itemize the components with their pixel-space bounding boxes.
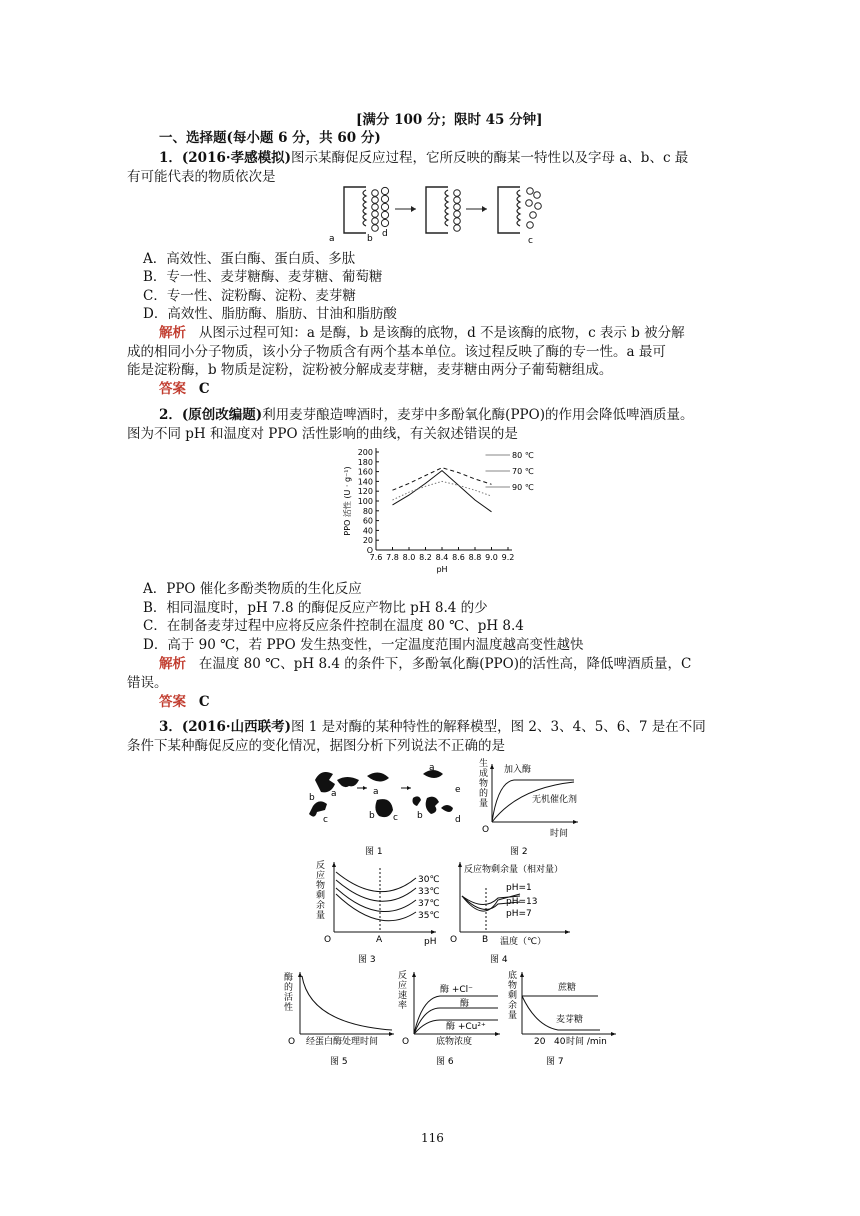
q2-answer xyxy=(159,693,210,711)
q1-answer xyxy=(159,380,210,398)
fig3-ylabel-4: 剩 xyxy=(316,891,326,901)
fig7-xtick-20: 20 xyxy=(534,1037,546,1047)
x-axis-label: pH xyxy=(436,565,448,574)
y-tick-label: 200 xyxy=(357,448,373,457)
q2-analysis-line1 xyxy=(159,655,691,673)
fig3-ylabel-2: 应 xyxy=(316,871,326,881)
fig7-ylabel-1: 底 xyxy=(508,971,518,981)
fig1-label-a3: a xyxy=(429,763,435,773)
fig7-ylabel-3: 剩 xyxy=(508,991,518,1001)
series-line xyxy=(393,471,492,512)
fig3-caption: 图 3 xyxy=(358,955,376,965)
fig1-label-a2: a xyxy=(373,787,379,797)
fig6-curve-enzyme: 酶 xyxy=(460,999,470,1009)
q1-analysis-line2: 成的相同小分子物质，该小分子物质含有两个基本单位。该过程反映了酶的专一性。a 最可 xyxy=(127,344,666,360)
q1-source: (2016·孝感模拟) xyxy=(181,150,291,166)
q3-figure-4 xyxy=(450,858,594,966)
fig3-curve-30: 30℃ xyxy=(418,875,440,885)
y-tick-label: O xyxy=(366,546,373,555)
fig3-xtick-a: A xyxy=(376,935,383,945)
fig2-ylabel-3: 物 xyxy=(479,779,489,789)
fig1-label-c1: c xyxy=(323,815,328,825)
q1-analysis-label: 解析 xyxy=(159,325,186,341)
q3-figure-6 xyxy=(396,968,512,1072)
y-axis-label: PPO 活性 (U · g⁻¹) xyxy=(343,466,352,536)
q2-source: (原创改编题) xyxy=(181,407,263,423)
fig2-ylabel-2: 成 xyxy=(479,769,489,779)
q2-analysis-line2: 错误。 xyxy=(127,675,168,691)
fig5-caption: 图 5 xyxy=(330,1057,348,1067)
legend-label: 80 ℃ xyxy=(512,451,534,460)
q3-figure-2 xyxy=(478,758,588,858)
fig1-label-c2: c xyxy=(393,813,398,823)
y-tick-label: 40 xyxy=(362,526,373,536)
y-tick-label: 180 xyxy=(357,457,373,467)
fig7-caption: 图 7 xyxy=(546,1057,564,1067)
fig1-label-b1: b xyxy=(309,793,315,803)
q3-text: 图 1 是对酶的某种特性的解释模型，图 2、3、4、5、6、7 是在不同 xyxy=(290,719,706,735)
fig6-ylabel-2: 应 xyxy=(398,981,408,991)
q3-figure-3 xyxy=(314,858,454,966)
x-tick-label: 8.4 xyxy=(435,553,449,562)
fig7-ylabel-5: 量 xyxy=(508,1011,518,1021)
q2-analysis-label: 解析 xyxy=(159,656,186,672)
q3-figure-1 xyxy=(305,758,485,858)
fig2-curve-inorganic: 无机催化剂 xyxy=(532,795,578,805)
fig4-curve-ph1: pH=1 xyxy=(506,883,532,893)
fig7-xtick-40: 40 xyxy=(554,1037,566,1047)
section-title: 一、选择题(每小题 6 分，共 60 分) xyxy=(159,130,381,146)
fig2-caption: 图 2 xyxy=(510,847,528,857)
fig7-ylabel-2: 物 xyxy=(508,981,518,991)
y-tick-label: 100 xyxy=(357,497,373,506)
fig5-origin: O xyxy=(288,1037,296,1047)
q1-option-b: B．专一性、麦芽糖酶、麦芽糖、葡萄糖 xyxy=(143,269,383,285)
q2-stem-line1 xyxy=(159,406,693,424)
q1-answer-value: C xyxy=(198,381,210,397)
fig5-ylabel-3: 活 xyxy=(284,993,294,1003)
fig5-ylabel-1: 酶 xyxy=(284,973,294,983)
fig4-curve-ph13: pH=13 xyxy=(506,897,538,907)
fig1-label-b2: b xyxy=(369,811,375,821)
q3-figure-7 xyxy=(508,968,648,1072)
fig6-ylabel-1: 反 xyxy=(398,971,408,981)
y-tick-label: 120 xyxy=(357,487,373,497)
legend-label: 90 ℃ xyxy=(512,483,534,492)
fig4-xlabel: 温度（℃） xyxy=(500,937,547,947)
q3-stem-line1 xyxy=(159,718,706,736)
fig3-ylabel-3: 物 xyxy=(316,881,326,891)
fig3-ylabel-6: 量 xyxy=(316,911,326,921)
q1-label-d: d xyxy=(382,229,388,239)
fig3-ylabel-1: 反 xyxy=(316,861,326,871)
fig3-curve-33: 33℃ xyxy=(418,887,440,897)
q1-label-b: b xyxy=(367,234,373,244)
q1-answer-label: 答案 xyxy=(159,381,186,397)
q3-figure-5 xyxy=(282,968,398,1072)
fig2-ylabel-1: 生 xyxy=(479,759,489,769)
fig4-curve-ph7: pH=7 xyxy=(506,909,532,919)
fig3-ylabel-5: 余 xyxy=(316,901,326,911)
y-tick-label: 140 xyxy=(357,477,373,487)
legend-label: 70 ℃ xyxy=(512,467,534,476)
q3-number: 3． xyxy=(159,719,182,735)
x-tick-label: 7.6 xyxy=(369,553,383,562)
q1-figure xyxy=(330,185,560,245)
q3-stem-line2: 条件下某种酶促反应的变化情况，据图分析下列说法不正确的是 xyxy=(127,738,505,754)
page-number: 116 xyxy=(421,1131,444,1145)
fig6-origin: O xyxy=(402,1037,410,1047)
x-tick-label: 9.0 xyxy=(485,553,498,562)
fig7-curve-maltose: 麦芽糖 xyxy=(556,1015,584,1025)
q3-source: (2016·山西联考) xyxy=(181,719,291,735)
q2-answer-label: 答案 xyxy=(159,694,186,710)
q1-stem-line1 xyxy=(159,149,688,167)
fig7-curve-sucrose: 蔗糖 xyxy=(558,983,577,993)
x-tick-label: 8.0 xyxy=(402,553,416,562)
fig2-xlabel: 时间 xyxy=(550,829,569,839)
q1-text: 图示某酶促反应过程，它所反映的酶某一特性以及字母 a、b、c 最 xyxy=(290,150,689,166)
fig6-curve-cl: 酶 +Cl⁻ xyxy=(440,985,473,995)
fig3-curve-35: 35℃ xyxy=(418,911,440,921)
y-tick-label: 60 xyxy=(362,516,373,526)
fig5-xlabel: 经蛋白酶处理时间 xyxy=(306,1037,379,1047)
fig3-xlabel: pH xyxy=(424,937,437,947)
fig3-origin: O xyxy=(324,935,332,945)
fig4-origin: O xyxy=(450,935,458,945)
fig1-label-d: d xyxy=(455,815,461,825)
fig6-caption: 图 6 xyxy=(436,1057,454,1067)
q1-analysis-line3: 能是淀粉酶，b 物质是淀粉，淀粉被分解成麦芽糖，麦芽糖由两分子葡萄糖组成。 xyxy=(127,362,613,378)
fig1-label-e: e xyxy=(455,785,461,795)
q2-option-a: A．PPO 催化多酚类物质的生化反应 xyxy=(143,581,362,597)
q1-label-a: a xyxy=(329,234,335,244)
q1-label-c: c xyxy=(528,236,533,246)
fig7-ylabel-4: 余 xyxy=(508,1001,518,1011)
x-tick-label: 8.6 xyxy=(452,553,465,562)
q1-option-c: C．专一性、淀粉酶、淀粉、麦芽糖 xyxy=(143,288,356,304)
q2-analysis-text1: 在温度 80 ℃、pH 8.4 的条件下，多酚氧化酶(PPO)的活性高，降低啤酒质量，C xyxy=(198,656,692,672)
y-tick-label: 20 xyxy=(362,536,373,546)
fig1-caption: 图 1 xyxy=(365,847,383,857)
q1-option-a: A．高效性、蛋白酶、蛋白质、多肽 xyxy=(143,251,356,267)
q2-option-c: C．在制备麦芽过程中应将反应条件控制在温度 80 ℃、pH 8.4 xyxy=(143,618,524,634)
q2-option-d: D．高于 90 ℃，若 PPO 发生热变性，一定温度范围内温度越高变性越快 xyxy=(143,637,584,653)
q1-stem-line2: 有可能代表的物质依次是 xyxy=(127,169,276,185)
fig1-label-b3: b xyxy=(417,811,423,821)
q2-option-b: B．相同温度时，pH 7.8 的酶促反应产物比 pH 8.4 的少 xyxy=(143,600,488,616)
fig4-ylabel: 反应物剩余量（相对量） xyxy=(464,865,564,875)
q2-stem-line2: 图为不同 pH 和温度对 PPO 活性影响的曲线，有关叙述错误的是 xyxy=(127,426,518,442)
fig2-ylabel-5: 量 xyxy=(479,799,489,809)
x-tick-label: 8.8 xyxy=(468,553,482,562)
y-tick-label: 160 xyxy=(357,467,373,477)
fig3-curve-37: 37℃ xyxy=(418,899,440,909)
fig2-ylabel-4: 的 xyxy=(479,789,489,799)
q1-number: 1． xyxy=(159,150,182,166)
fig6-ylabel-3: 速 xyxy=(398,991,408,1001)
q2-number: 2． xyxy=(159,407,182,423)
q1-option-d: D．高效性、脂肪酶、脂肪、甘油和脂肪酸 xyxy=(143,306,397,322)
x-tick-label: 9.2 xyxy=(501,553,515,562)
page-header: [满分 100 分；限时 45 分钟] xyxy=(356,112,543,128)
q2-text: 利用麦芽酿造啤酒时，麦芽中多酚氧化酶(PPO)的作用会降低啤酒质量。 xyxy=(262,407,694,423)
fig1-label-a1: a xyxy=(331,789,337,799)
fig2-curve-enzyme: 加入酶 xyxy=(504,765,532,775)
fig6-curve-cu: 酶 +Cu²⁺ xyxy=(446,1022,486,1032)
x-tick-label: 8.2 xyxy=(419,553,432,562)
fig7-xlabel: 时间 /min xyxy=(566,1037,607,1047)
q2-answer-value: C xyxy=(198,694,210,710)
fig4-xtick-b: B xyxy=(482,935,489,945)
fig6-ylabel-4: 率 xyxy=(398,1001,408,1011)
q1-analysis-line1 xyxy=(159,324,685,342)
fig2-origin: O xyxy=(482,825,490,835)
q1-analysis-text1: 从图示过程可知：a 是酶，b 是该酶的底物，d 不是该酶的底物，c 表示 b 被分解 xyxy=(198,325,685,341)
fig4-caption: 图 4 xyxy=(490,955,508,965)
ppo-chart xyxy=(340,446,550,576)
fig5-ylabel-4: 性 xyxy=(284,1003,294,1013)
y-tick-label: 80 xyxy=(362,506,373,516)
fig5-ylabel-2: 的 xyxy=(284,983,294,993)
fig6-xlabel: 底物浓度 xyxy=(436,1037,473,1047)
x-tick-label: 7.8 xyxy=(386,553,399,562)
